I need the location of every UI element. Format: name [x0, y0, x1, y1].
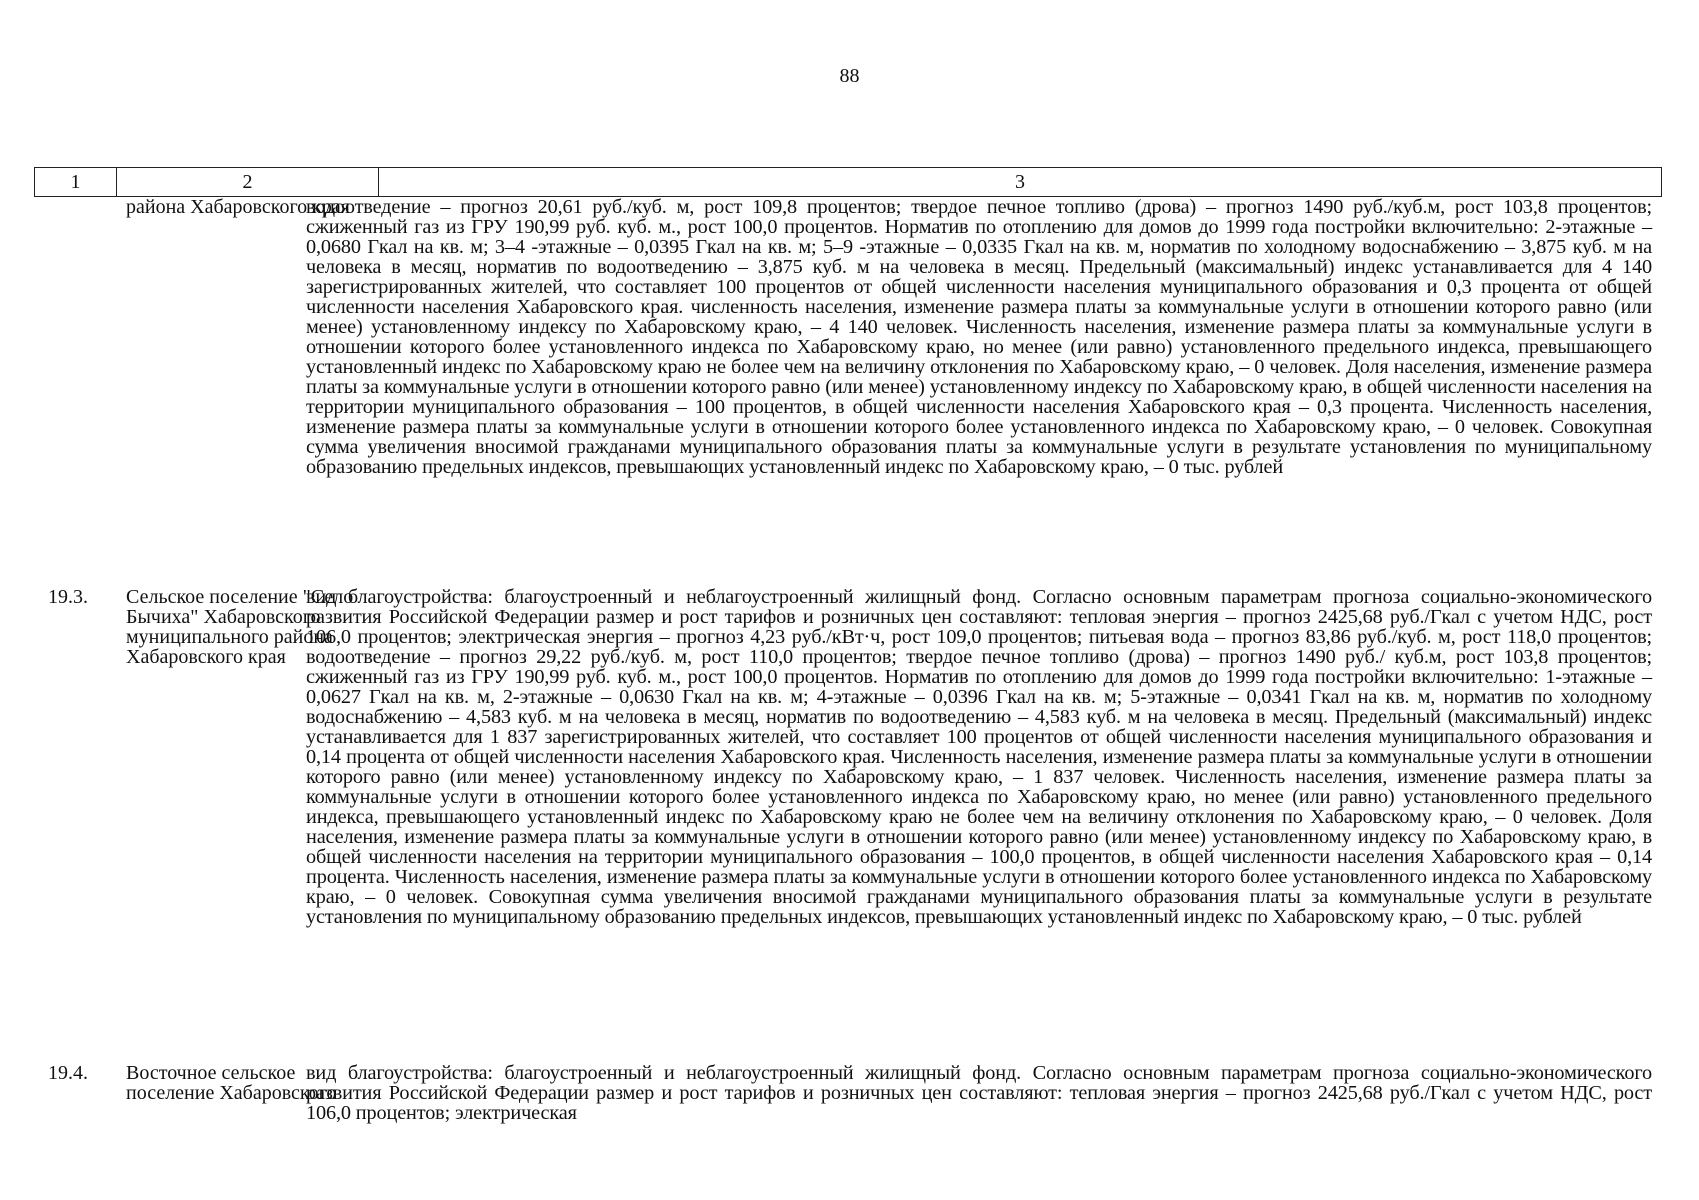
row-number: 19.4.	[48, 1062, 88, 1084]
table-header	[34, 167, 1662, 197]
table-row	[34, 1063, 1662, 1123]
municipality-name	[34, 586, 354, 668]
municipality-name-text: Восточное сельское поселение Хабаровского	[126, 1062, 337, 1104]
municipality-name	[34, 196, 350, 218]
header-column-2: 2	[117, 168, 379, 196]
table-row	[34, 197, 1662, 587]
municipality-name-text: района Хабаровского края	[126, 196, 350, 218]
row-description: вид благоустройства: благоустроенный и неблагоустроенный жилищный фонд. Согласно основным параметрам прогноза социально-экономического развития Российской Федерации размер и рост тарифов и розничных цен составляют: тепловая энергия – прогноз 2425,68 руб./Гкал с учетом НДС, рост 106,0 процентов; электрическая	[306, 1062, 1652, 1124]
municipality-name-text: Сельское поселение "Село Бычиха" Хабаровского муниципального района Хабаровского края	[126, 586, 354, 668]
row-description: водоотведение – прогноз 20,61 руб./куб. м, рост 109,8 процентов; твердое печное топливо (дрова) – прогноз 1490 руб./куб.м, рост 103,8 процентов; сжиженный газ из ГРУ 190,99 руб. куб. м., рост 100,0 процентов. Норматив по отоплению для домов до 1999 года постройки включительно: 2-этажные – 0,0680 Гкал на кв. м; 3–4 -этажные – 0,0395 Гкал на кв. м; 5–9 -этажные – 0,0335 Гкал на кв. м, норматив по холодному водоснабжению – 3,875 куб. м на человека в месяц, норматив по водоотведению – 3,875 куб. м на человека в месяц. Предельный (максимальный) индекс устанавливается для 4 140 зарегистрированных жителей, что составляет 100 процентов от общей численности населения муниципального образования и 0,3 процента от общей численности населения Хабаровского края. численность населения, изменение размера платы за коммунальные услуги в отношении которого равно (или менее) установленному индексу по Хабаровскому краю, – 4 140 человек. Численность населения, изменение размера платы за коммунальные услуги в отношении которого более установленного индекса по Хабаровскому краю, но менее (или равно) установленного предельного индекса, превышающего установленный индекс по Хабаровскому краю не более чем на величину отклонения по Хабаровскому краю, – 0 человек. Доля населения, изменение размера платы за коммунальные услуги в отношении которого равно (или менее) установленному индексу по Хабаровскому краю, в общей численности населения на территории муниципального образования – 100 процентов, в общей численности населения Хабаровского края – 0,3 процента. Численность населения, изменение размера платы за коммунальные услуги в отношении которого более установленного индекса по Хабаровскому краю, – 0 человек. Совокупная сумма увеличения вносимой гражданами муниципального образования платы за коммунальные услуги в результате установления по муниципальному образованию предельных индексов, превышающих установленный индекс по Хабаровскому краю, – 0 тыс. рублей	[306, 196, 1652, 478]
header-column-1: 1	[35, 168, 117, 196]
municipality-name	[34, 1062, 337, 1104]
row-description: вид благоустройства: благоустроенный и неблагоустроенный жилищный фонд. Согласно основным параметрам прогноза социально-экономического развития Российской Федерации размер и рост тарифов и розничных цен составляют: тепловая энергия – прогноз 2425,68 руб./Гкал с учетом НДС, рост 106,0 процентов; электрическая энергия – прогноз 4,23 руб./кВт·ч, рост 109,0 процентов; питьевая вода – прогноз 83,86 руб./куб. м, рост 118,0 процентов; водоотведение – прогноз 29,22 руб./куб. м, рост 110,0 процентов; твердое печное топливо (дрова) – прогноз 1490 руб./ куб.м, рост 103,8 процентов; сжиженный газ из ГРУ 190,99 руб. куб. м., рост 100,0 процентов. Норматив по отоплению для домов до 1999 года постройки включительно: 1-этажные – 0,0627 Гкал на кв. м, 2-этажные – 0,0630 Гкал на кв. м; 4-этажные – 0,0396 Гкал на кв. м; 5-этажные – 0,0341 Гкал на кв. м, норматив по холодному водоснабжению – 4,583 куб. м на человека в месяц, норматив по водоотведению – 4,583 куб. м на человека в месяц. Предельный (максимальный) индекс устанавливается для 1 837 зарегистрированных жителей, что составляет 100 процентов от общей численности населения муниципального образования и 0,14 процента от общей численности населения Хабаровского края. Численность населения, изменение размера платы за коммунальные услуги в отношении которого равно (или менее) установленному индексу по Хабаровскому краю, – 1 837 человек. Численность населения, изменение размера платы за коммунальные услуги в отношении которого более установленного индекса по Хабаровскому краю, но менее (или равно) установленного предельного индекса, превышающего установленный индекс по Хабаровскому краю не более чем на величину отклонения по Хабаровскому краю, – 0 человек. Доля населения, изменение размера платы за коммунальные услуги в отношении которого равно (или менее) установленному индексу по Хабаровскому краю, в общей численности населения на территории муниципального образования – 100,0 процентов, в общей численности населения Хабаровского края – 0,14 процента. Численность населения, изменение размера платы за коммунальные услуги в отношении которого более установленного индекса по Хабаровскому краю, – 0 человек. Совокупная сумма увеличения вносимой гражданами муниципального образования платы за коммунальные услуги в результате установления по муниципальному образованию предельных индексов, превышающих установленный индекс по Хабаровскому краю, – 0 тыс. рублей	[306, 586, 1652, 928]
header-column-3: 3	[1015, 171, 1025, 193]
page-number: 88	[839, 65, 860, 87]
row-number: 19.3.	[48, 586, 88, 608]
table-body	[34, 197, 1662, 1123]
table-row	[34, 587, 1662, 1063]
